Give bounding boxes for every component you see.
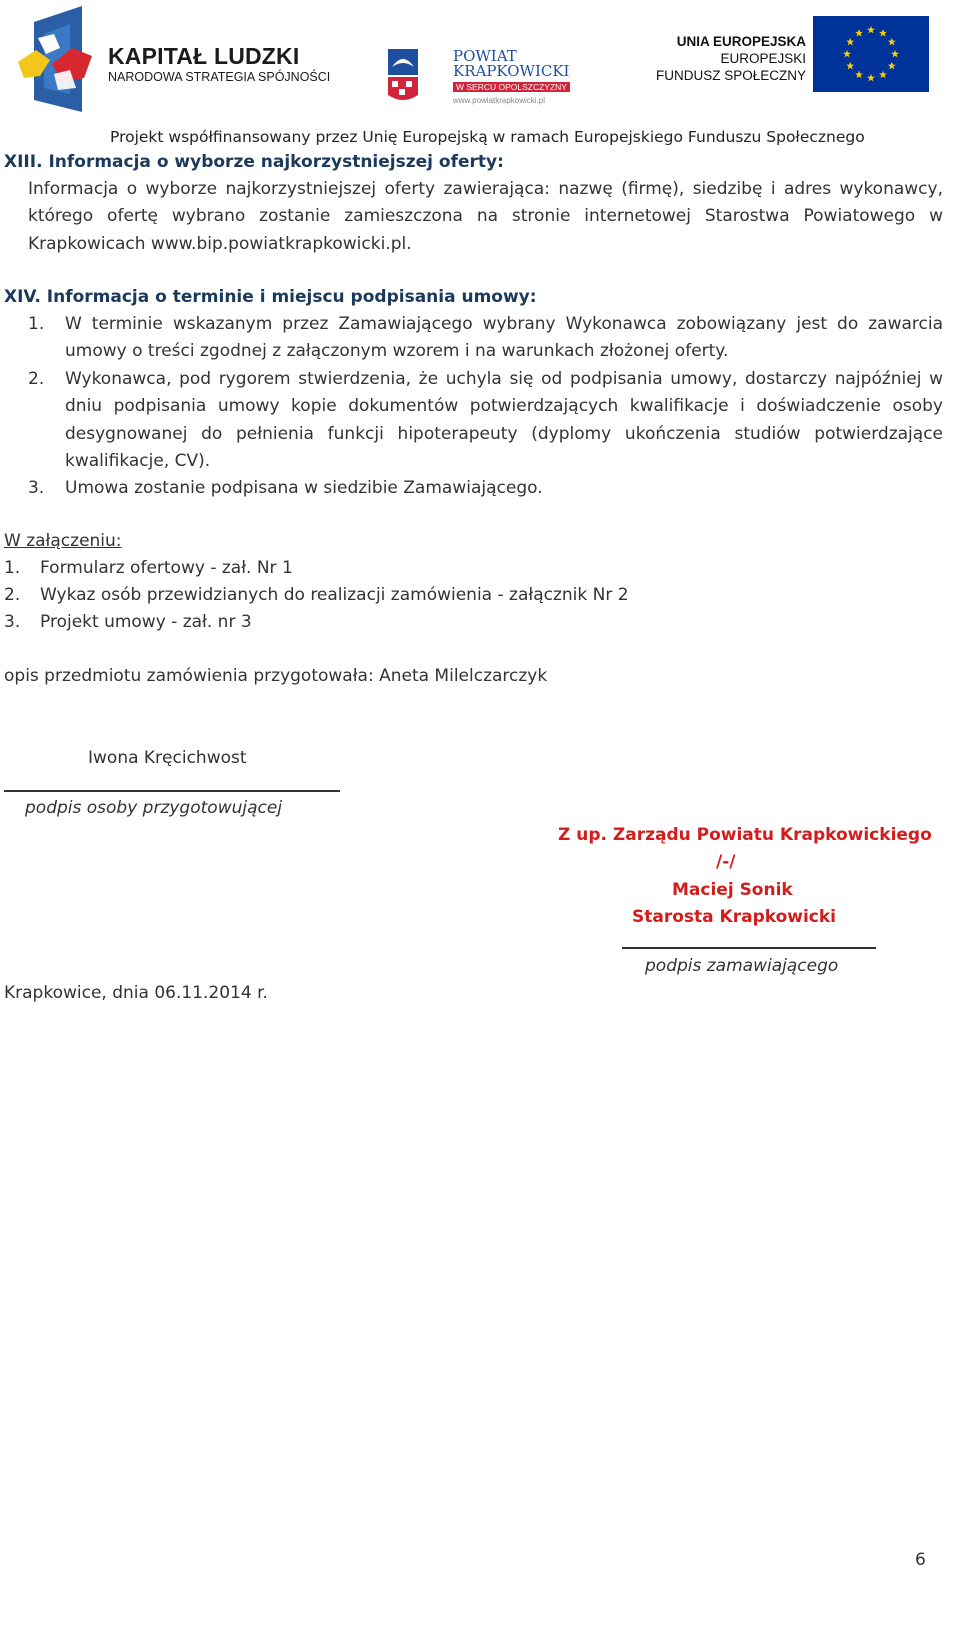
- signature-right-line1: Z up. Zarządu Powiatu Krapkowickiego: [558, 825, 932, 845]
- attachment-item: Projekt umowy - zał. nr 3: [40, 612, 252, 632]
- section-13-body: Informacja o wyborze najkorzystniejszej oferty zawierająca: nazwę (firmę), siedzibę i adres wykonawcy, którego ofertę wybrano zostanie zamieszczona na stronie internetowej Starostwa Powiatowego w Krapkowicach www.bip.powiatkrapkowicki.pl.: [28, 179, 943, 254]
- list-item-num: 2.: [28, 369, 45, 389]
- signature-right-caption: podpis zamawiającego: [645, 956, 839, 976]
- place-date: Krapkowice, dnia 06.11.2014 r.: [4, 983, 268, 1003]
- kapital-ludzki-subtitle: NARODOWA STRATEGIA SPÓJNOŚCI: [108, 70, 331, 84]
- signature-right-line4: Starosta Krapkowicki: [632, 907, 837, 927]
- eu-flag-icon: [813, 16, 929, 92]
- kapital-ludzki-title: KAPITAŁ LUDZKI: [108, 43, 300, 69]
- attachment-num: 3.: [4, 612, 21, 632]
- attachment-num: 1.: [4, 558, 21, 578]
- signature-right-line: [622, 947, 876, 949]
- kapital-ludzki-emblem-icon: [14, 4, 104, 116]
- page-number: 6: [915, 1550, 926, 1570]
- powiat-slogan: W SERCU OPOLSZCZYZNY: [453, 82, 570, 92]
- attachment-item: Wykaz osób przewidzianych do realizacji zamówienia - załącznik Nr 2: [40, 585, 629, 605]
- signature-left-caption: podpis osoby przygotowującej: [25, 798, 283, 818]
- eu-title: UNIA EUROPEJSKA: [676, 34, 806, 49]
- attachments-label: W załączeniu:: [4, 531, 122, 551]
- signature-left-name: Iwona Kręcichwost: [88, 748, 247, 768]
- eu-fund-line2: FUNDUSZ SPOŁECZNY: [655, 68, 806, 83]
- section-14-heading: XIV. Informacja o terminie i miejscu podpisania umowy:: [4, 287, 537, 307]
- list-item: W terminie wskazanym przez Zamawiającego wybrany Wykonawca zobowiązany jest do zawarcia umowy o treści zgodnej z załączonym wzorem i na warunkach złożonej oferty.: [65, 314, 943, 362]
- powiat-name-line1: POWIAT: [453, 47, 517, 65]
- powiat-crest-icon: [386, 47, 448, 105]
- powiat-krapkowicki-logo: [386, 47, 448, 105]
- attachment-item: Formularz ofertowy - zał. Nr 1: [40, 558, 293, 578]
- attachment-num: 2.: [4, 585, 21, 605]
- powiat-name-line2: KRAPKOWICKI: [453, 62, 570, 80]
- signature-right-line3: Maciej Sonik: [672, 880, 793, 900]
- powiat-website: www.powiatkrapkowicki.pl: [453, 96, 546, 105]
- kapital-ludzki-logo: [14, 4, 104, 116]
- signature-left-line: [4, 790, 340, 792]
- section-13-heading: XIII. Informacja o wyborze najkorzystniejszej oferty:: [4, 152, 504, 172]
- prepared-by-line: opis przedmiotu zamówienia przygotowała: Aneta Milelczarczyk: [4, 666, 548, 686]
- list-item-num: 3.: [28, 478, 45, 498]
- list-item: Umowa zostanie podpisana w siedzibie Zamawiającego.: [65, 478, 543, 498]
- eu-fund-line1: EUROPEJSKI: [720, 51, 806, 66]
- signature-right-line2: /-/: [716, 852, 736, 872]
- project-cofinancing-line: Projekt współfinansowany przez Unię Europejską w ramach Europejskiego Funduszu Społecznego: [110, 128, 865, 146]
- list-item-num: 1.: [28, 314, 45, 334]
- list-item: Wykonawca, pod rygorem stwierdzenia, że uchyla się od podpisania umowy, dostarczy najpóźniej w dniu podpisania umowy kopie dokumentów potwierdzających kwalifikacje i doświadczenie osoby desygnowanej do pełnienia funkcji hipoterapeuty (dyplomy ukończenia studiów potwierdzające kwalifikacje, CV).: [65, 369, 943, 471]
